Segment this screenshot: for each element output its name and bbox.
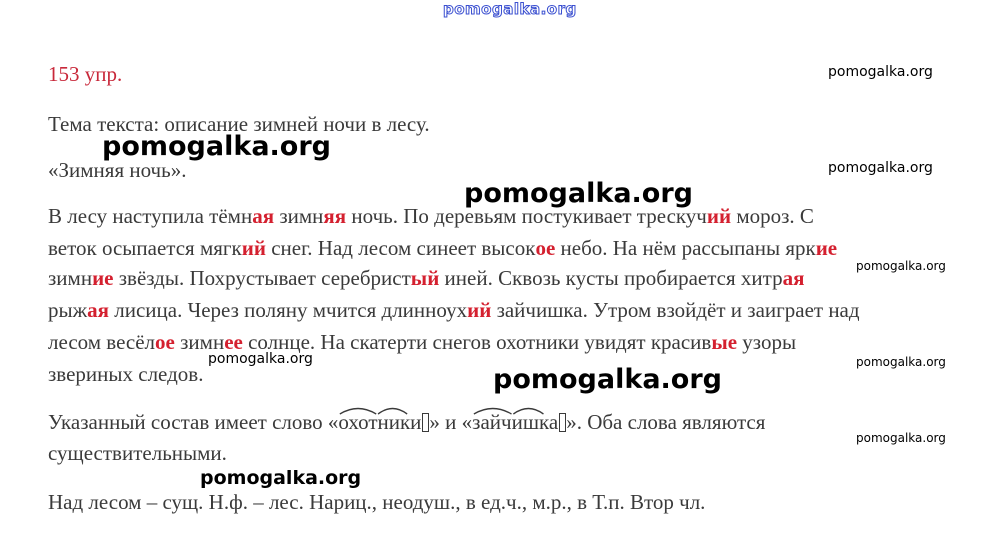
text-segment: мороз. С xyxy=(731,204,814,228)
text-segment: зимн xyxy=(48,266,93,290)
watermark: pomogalka.org xyxy=(856,259,946,273)
heading-line: «Зимняя ночь». xyxy=(48,158,187,182)
text-segment: зимн xyxy=(174,330,225,354)
exercise-title: 153 упр. xyxy=(48,62,123,86)
watermark: pomogalka.org xyxy=(102,131,331,162)
text-line xyxy=(48,206,814,227)
text-segment: веток осыпается мягк xyxy=(48,236,242,260)
ending-highlight: ая xyxy=(782,266,805,290)
text-line xyxy=(48,268,804,289)
ending-highlight: ое xyxy=(535,236,556,260)
watermark: pomogalka.org xyxy=(493,364,722,395)
composition-prefix: Указанный состав имеет слово « xyxy=(48,410,339,434)
text-line xyxy=(48,300,860,321)
composition-mid: » и « xyxy=(429,410,473,434)
morpheme-word-2 xyxy=(472,412,566,433)
watermark-top: pomogalka.org xyxy=(443,0,577,18)
text-segment: зайчишка. Утром взойдёт и заиграет над xyxy=(491,298,860,322)
text-segment: ночь. По деревьям постукивает трескуч xyxy=(346,204,707,228)
watermark: pomogalka.org xyxy=(828,64,933,80)
ending-highlight: ий xyxy=(706,204,732,228)
watermark: pomogalka.org xyxy=(828,160,933,176)
ending-highlight: ий xyxy=(467,298,492,322)
watermark: pomogalka.org xyxy=(208,351,313,367)
ending-highlight: ые xyxy=(711,330,738,354)
ending-highlight: яя xyxy=(323,204,347,228)
watermark: pomogalka.org xyxy=(856,355,946,369)
text-segment: В лесу наступила тёмн xyxy=(48,204,253,228)
text-line xyxy=(48,332,796,353)
ending-highlight: ие xyxy=(815,236,838,260)
ending-highlight: ый xyxy=(410,266,440,290)
text-segment: рыж xyxy=(48,298,88,322)
morpheme-word-1 xyxy=(338,412,429,433)
watermark: pomogalka.org xyxy=(200,467,362,489)
text-segment: звёзды. Похрустывает серебрист xyxy=(113,266,411,290)
root-arcs-icon xyxy=(338,403,429,415)
ending-box-icon xyxy=(559,413,566,432)
ending-box-icon xyxy=(422,413,429,432)
text-segment: иней. Сквозь кусты пробирается хитр xyxy=(439,266,783,290)
text-segment: зимн xyxy=(274,204,324,228)
watermark: pomogalka.org xyxy=(856,431,946,445)
text-segment: солнце. На скатерти снегов охотники увидят красив xyxy=(242,330,712,354)
watermark: pomogalka.org xyxy=(464,178,693,209)
ending-highlight: ие xyxy=(92,266,114,290)
text-line xyxy=(48,238,837,259)
composition-suffix: ». Оба слова являются xyxy=(566,410,766,434)
text-segment: лисица. Через поляну мчится длинноух xyxy=(109,298,468,322)
ending-highlight: ий xyxy=(241,236,266,260)
morpheme-word-2-text: зайчишка xyxy=(472,410,559,434)
text-line xyxy=(48,364,203,385)
ending-highlight: ая xyxy=(252,204,275,228)
composition-line xyxy=(48,412,765,433)
root-arcs-icon xyxy=(472,403,566,415)
text-segment: лесом весёл xyxy=(48,330,156,354)
composition-line-2: существительными. xyxy=(48,441,227,465)
text-segment: небо. На нём рассыпаны ярк xyxy=(555,236,816,260)
theme-line: Тема текста: описание зимней ночи в лесу. xyxy=(48,112,430,136)
parse-line: Над лесом – сущ. Н.ф. – лес. Нариц., неодуш., в ед.ч., м.р., в Т.п. Втор чл. xyxy=(48,490,706,514)
text-segment: узоры xyxy=(737,330,797,354)
morpheme-word-1-text: охотники xyxy=(338,410,422,434)
ending-highlight: ее xyxy=(224,330,243,354)
text-segment: снег. Над лесом синеет высок xyxy=(265,236,536,260)
ending-highlight: ое xyxy=(155,330,175,354)
ending-highlight: ая xyxy=(87,298,109,322)
text-segment: звериных следов. xyxy=(48,362,204,386)
